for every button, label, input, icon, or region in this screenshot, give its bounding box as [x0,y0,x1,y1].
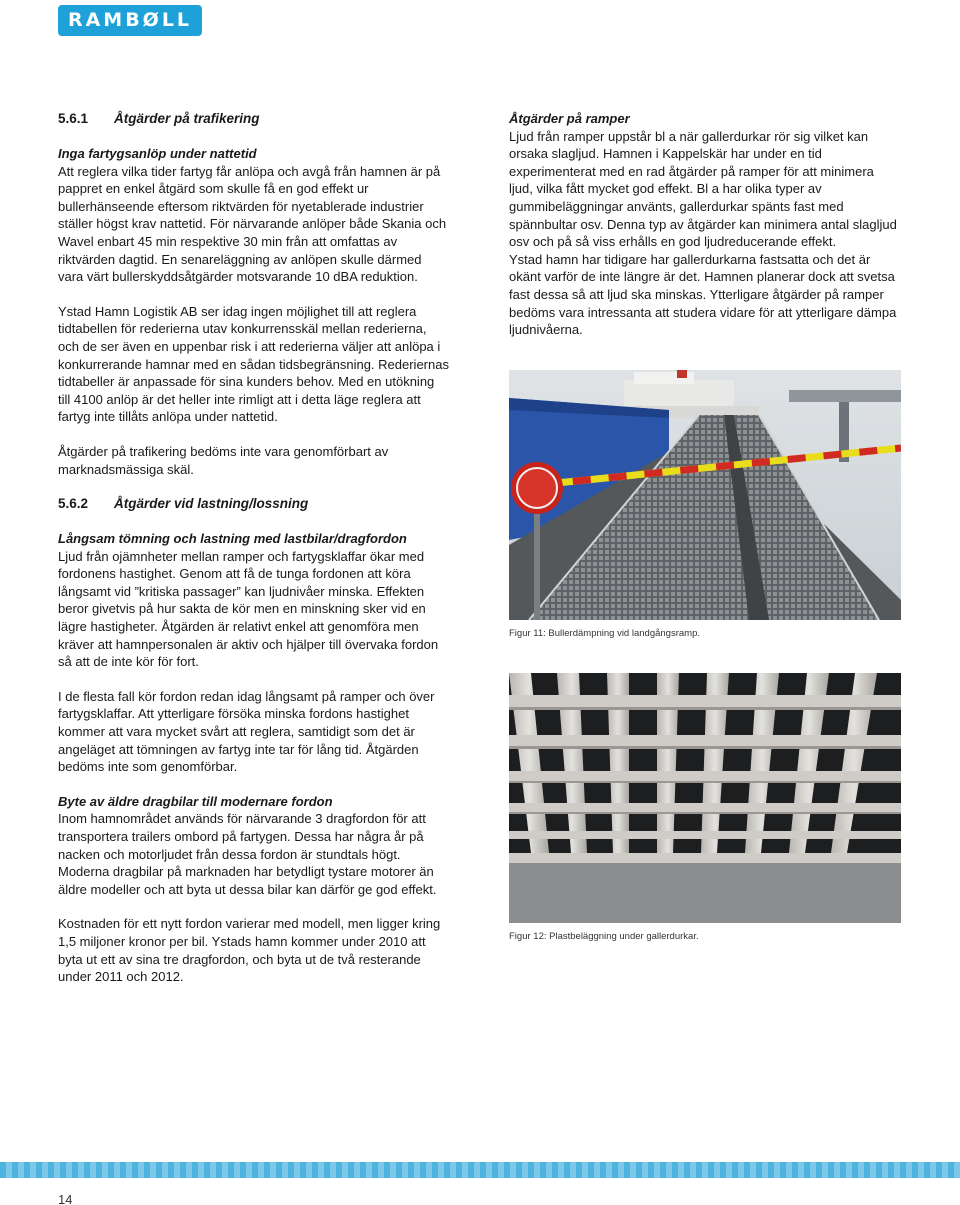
subheading-replace-tractors: Byte av äldre dragbilar till modernare fordon [58,793,333,809]
ramboll-logo: RAMBØLL [58,5,202,36]
subheading-night-arrivals: Inga fartygsanlöp under nattetid [58,146,257,161]
section-heading-5-6-2: 5.6.2 Åtgärder vid lastning/lossning [58,496,309,512]
left-column [58,110,450,986]
paragraph: Inom hamnområdet används för närvarande 3 dragfordon för att transportera trailers ombord på fartygen. Dessa har några år på nacken och motorljudet från dessa fordon är stundtals högt. Moderna dragbilar på marknaden har betydligt tystare motorer än äldre modeller och att byta ut dessa bilar kan därför ge god effekt. [58,811,437,897]
subheading-slow-unloading: Långsam tömning och lastning med lastbilar/dragfordon [58,531,407,547]
paragraph: Kostnaden för ett nytt fordon varierar med modell, men ligger kring 1,5 miljoner kronor per bil. Ystads hamn kommer under 2010 att byta ut ett av sina tre dragfordon, och byta ut de två resterande under 2011 och 2012. [58,916,441,985]
figure-11-caption: Figur 11: Bullerdämpning vid landgångsramp. [509,628,700,639]
paragraph: I de flesta fall kör fordon redan idag långsamt på ramper och över fartygsklaffar. Att ytterligare försöka minska fordons hastighet kommer att vara mycket svårt att reglera, samtidigt som det är angeläget att tömningen av fartyg inte tar för lång tid. Åtgärden bedöms inte som genomförbar. [58,688,435,775]
paragraph: Ystad Hamn Logistik AB ser idag ingen möjlighet till att reglera tidtabellen för rederierna utav konkurrensskäl mellan rederierna, och de ser även en uppenbar risk i att rederierna väljer att anlöpa i konkurrerande hamnar med en sådan tidsbegränsning. Rederiernas tidtabeller är anpassade för sina kunders behov. Med en utökning till 4100 anlöp är det heller inte rimligt att i detta läge reglera att fartyg inte tillåts anlöpa under nattetid. [58,303,449,425]
section-heading-5-6-1: 5.6.1 Åtgärder på trafikering [58,111,260,126]
right-column [509,110,901,339]
subheading-ramp-measures: Åtgärder på ramper [509,111,630,126]
paragraph: Ljud från ramper uppstår bl a när gallerdurkar rör sig vilket kan orsaka slagljud. Hamnen i Kappelskär har under en tid experimenterat med en rad åtgärder på ramper för att minimera ljud, vilka fått mycket god effekt. Bl a har olika typer av gummibeläggningar använts, gallerdurkar spänts fast med spännbultar osv. Denna typ av åtgärder kan minimera antal slagljud osv och på så viss erhålls en god ljudreducerande effekt. [509,128,897,250]
paragraph: Åtgärder på trafikering bedöms inte vara genomförbart av marknadsmässiga skäl. [58,443,389,477]
paragraph: Ljud från ojämnheter mellan ramper och fartygsklaffar ökar med fordonens hastighet. Genom att få de tunga fordonen att köra långsamt vid ”kritiska passager” kan ljudnivåer minska. Effekten beror givetvis på hur sakta de kör men en minskning sker vid en lägre hastigheter. Åtgärden är relativt enkel att genomföra men kräver att hamnpersonalen är aktiv och hjälper till övervaka fordon så att de inte kör för fort. [58,548,439,670]
footer-bar [0,1162,960,1178]
paragraph: Att reglera vilka tider fartyg får anlöpa och avgå från hamnen är på pappret en enkel åtgärd som skulle få en god effekt ur bullerhänseende eftersom riktvärden för nyetablerade industrier ställer högst krav nattetid. För närvarande anlöper både Skania och Wavel enbart 45 min respektive 30 min från att omfattas av riktvärden dagtid. En senareläggning av anlöpen skulle därmed vara värt bullerskyddsåtgärder motsvarande 10 dBA reduktion. [58,163,447,285]
page-number: 14 [58,1192,73,1205]
ramp-photo [509,370,901,620]
figure-12-caption: Figur 12: Plastbeläggning under gallerdurkar. [509,931,699,942]
paragraph: Ystad hamn har tidigare har gallerdurkarna fastsatta och det är okänt varför de inte längre är det. Hamnen planerar dock att svetsa fast dessa så att ljud ska minskas. Ytterligare åtgärder på ramper bedöms vara intressanta att studera vidare för att ytterligare dämpa ljudnivåerna. [509,251,897,338]
grate-photo [509,673,901,923]
